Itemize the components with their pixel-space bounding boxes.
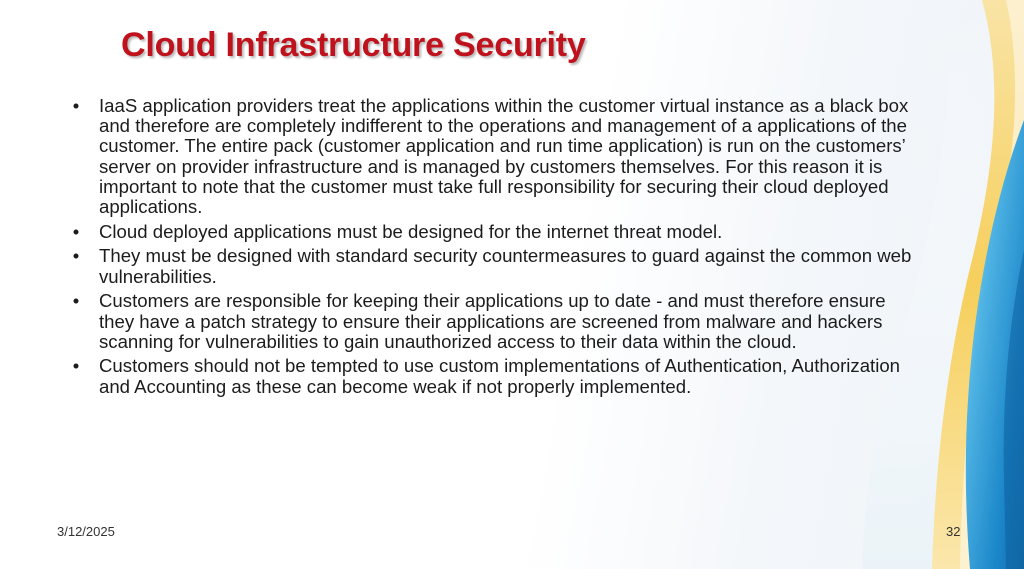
bullet-icon: • bbox=[72, 220, 80, 242]
bullet-text: Customers should not be tempted to use custom implementations of Authentication, Authorization and Accounting as these can become weak if not properly implemented. bbox=[99, 355, 901, 397]
bullet-icon: • bbox=[72, 355, 80, 377]
bullet-icon: • bbox=[72, 290, 80, 312]
bullet-text: They must be designed with standard security countermeasures to guard against the common web vulnerabilities. bbox=[99, 245, 912, 287]
bullet-text: Customers are responsible for keeping their applications up to date - and must therefore ensure they have a patch strategy to ensure their applications are screened from malware and hackers scanning for vulnerabilities to gain unauthorized access to their data within the cloud. bbox=[99, 290, 886, 352]
bullet-item bbox=[66, 291, 916, 352]
bullet-text: Cloud deployed applications must be designed for the internet threat model. bbox=[99, 220, 723, 242]
bullet-item bbox=[66, 246, 916, 286]
bullet-item bbox=[66, 356, 916, 396]
bullet-icon: • bbox=[72, 245, 80, 267]
bullet-text: IaaS application providers treat the applications within the customer virtual instance as a black box and therefore are completely indifferent to the operations and management of a applications of the customer. The entire pack (customer application and run time application) is run on the customers’ server on provider infrastructure and is managed by customers themselves. For this reason it is important to note that the customer must take full responsibility for securing their cloud deployed applications. bbox=[99, 95, 909, 218]
bullet-icon: • bbox=[72, 95, 80, 116]
bullet-item bbox=[66, 96, 916, 217]
bullet-list bbox=[66, 96, 916, 401]
slide-page-number: 32 bbox=[946, 524, 961, 539]
slide-title: Cloud Infrastructure Security bbox=[121, 26, 586, 64]
slide-date: 3/12/2025 bbox=[57, 524, 115, 539]
bullet-item bbox=[66, 222, 916, 242]
